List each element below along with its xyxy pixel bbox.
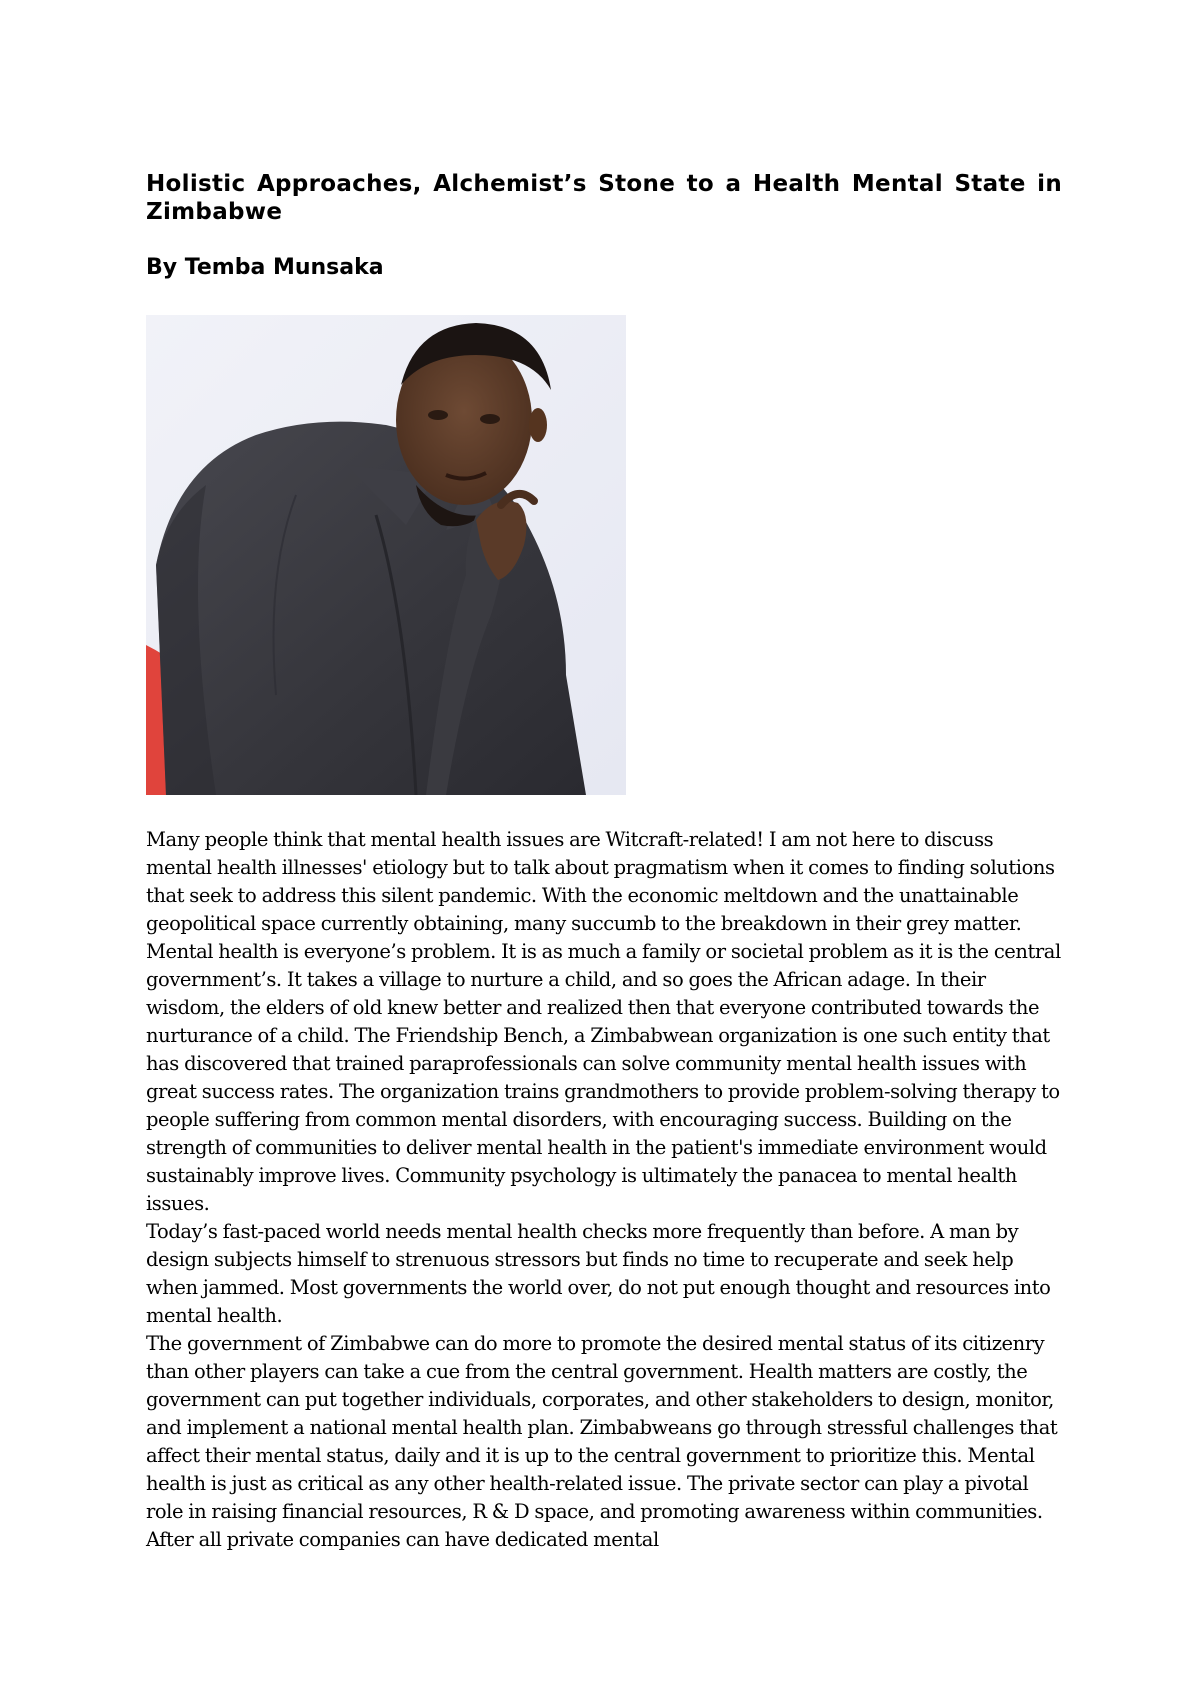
article-byline: By Temba Munsaka: [146, 255, 384, 280]
article-header: [146, 170, 1062, 282]
author-photo: [146, 315, 626, 795]
article-body: [146, 826, 1062, 1554]
body-paragraph: The government of Zimbabwe can do more to promote the desired mental status of its citizenry than other players can take a cue from the central government. Health matters are costly, the government can put together individuals, corporates, and other stakeholders to design, monitor, and implement a national mental health plan. Zimbabweans go through stressful challenges that affect their mental status, daily and it is up to the central government to prioritize this. Mental health is just as critical as any other health-related issue. The private sector can play a pivotal role in raising financial resources, R & D space, and promoting awareness within communities. After all private companies can have dedicated mental: [146, 1332, 1058, 1551]
body-paragraph: Many people think that mental health issues are Witcraft-related! I am not here to discuss mental health illnesses' etiology but to talk about pragmatism when it comes to finding solutions that seek to address this silent pandemic. With the economic meltdown and the unattainable geopolitical space currently obtaining, many succumb to the breakdown in their grey matter. Mental health is everyone’s problem. It is as much a family or societal problem as it is the central government’s. It takes a village to nurture a child, and so goes the African adage. In their wisdom, the elders of old knew better and realized then that everyone contributed towards the nurturance of a child. The Friendship Bench, a Zimbabwean organization is one such entity that has discovered that trained paraprofessionals can solve community mental health issues with great success rates. The organization trains grandmothers to provide problem-solving therapy to people suffering from common mental disorders, with encouraging success. Building on the strength of communities to deliver mental health in the patient's immediate environment would sustainably improve lives. Community psychology is ultimately the panacea to mental health issues.: [146, 828, 1061, 1215]
article-title: Holistic Approaches, Alchemist’s Stone to a Health Mental State in Zimbabwe: [146, 171, 1062, 225]
body-paragraph: Today’s fast-paced world needs mental health checks more frequently than before. A man by design subjects himself to strenuous stressors but finds no time to recuperate and seek help when jammed. Most governments the world over, do not put enough thought and resources into mental health.: [146, 1220, 1051, 1327]
